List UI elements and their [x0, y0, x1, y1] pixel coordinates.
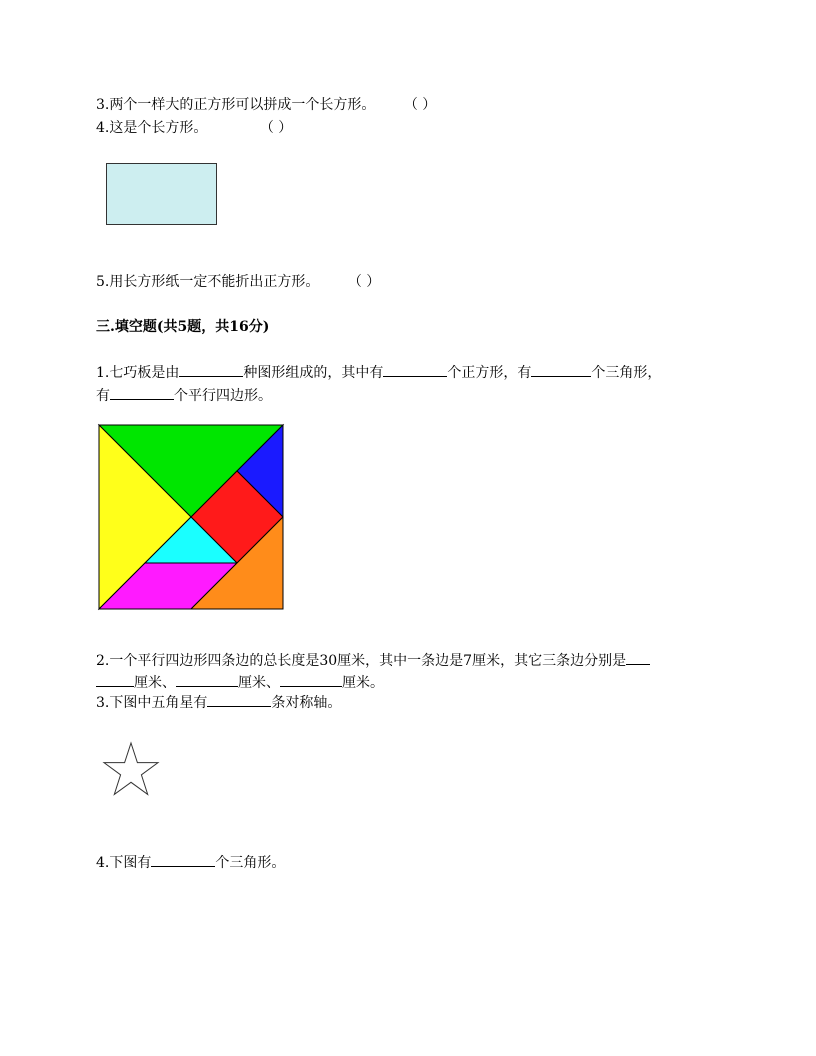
fill-q4-part1: 4.下图有: [96, 855, 152, 871]
fill-q1-part3: 个正方形，有: [447, 365, 532, 381]
rectangle-shape: [107, 164, 217, 225]
fill-q2-part1: 2.一个平行四边形四条边的总长度是30厘米，其中一条边是7厘米，其它三条边分别是: [96, 653, 627, 669]
fill-q2-blank2[interactable]: [176, 672, 238, 687]
fill-q1-part1: 1.七巧板是由: [96, 365, 180, 381]
fill-q2-blank1b[interactable]: [96, 672, 134, 687]
judgement-q3: [96, 96, 436, 114]
fill-q4-part2: 个三角形。: [215, 855, 286, 871]
judgement-q4: [96, 119, 292, 137]
judgement-q5-paren[interactable]: （ ）: [347, 274, 381, 290]
fill-q1-part6: 个平行四边形。: [174, 388, 272, 404]
fill-q1-blank3[interactable]: [531, 362, 591, 377]
section-title: 三.填空题(共5题，共16分): [96, 319, 270, 335]
fill-q2-line2: [96, 672, 384, 692]
fill-q2-line1: [96, 650, 650, 670]
fill-q3: [96, 692, 341, 712]
judgement-q5: [96, 273, 380, 291]
fill-q1-blank4[interactable]: [110, 385, 174, 400]
judgement-q3-paren[interactable]: （ ）: [403, 97, 437, 113]
fill-q1-part4: 个三角形，: [591, 365, 662, 381]
fill-q1-part5: 有: [96, 388, 110, 404]
fill-q2-blank1a[interactable]: [626, 650, 650, 665]
fill-q2-unit2: 厘米、: [238, 675, 280, 691]
fill-q3-part1: 3.下图中五角星有: [96, 695, 208, 711]
fill-q2-unit1: 厘米、: [134, 675, 176, 691]
judgement-q4-text: 4.这是个长方形。: [96, 120, 208, 136]
judgement-q5-text: 5.用长方形纸一定不能折出正方形。: [96, 274, 320, 290]
fill-q1-blank1[interactable]: [179, 362, 243, 377]
star-figure: [104, 742, 164, 802]
fill-q1-part2: 种图形组成的，其中有: [243, 365, 384, 381]
fill-q2-blank3[interactable]: [280, 672, 342, 687]
judgement-q3-text: 3.两个一样大的正方形可以拼成一个长方形。: [96, 97, 376, 113]
rectangle-figure: [106, 163, 218, 227]
fill-q4: [96, 852, 285, 872]
tangram-figure: [99, 425, 285, 611]
fill-q4-blank[interactable]: [151, 852, 215, 867]
fill-q1-line2: [96, 385, 272, 405]
fill-q3-part2: 条对称轴。: [271, 695, 342, 711]
fill-q1-line1: [96, 362, 661, 382]
five-point-star: [104, 743, 158, 794]
judgement-q4-paren[interactable]: （ ）: [259, 120, 293, 136]
fill-q3-blank[interactable]: [207, 692, 271, 707]
fill-q1-blank2[interactable]: [383, 362, 447, 377]
fill-q2-unit3: 厘米。: [342, 675, 384, 691]
